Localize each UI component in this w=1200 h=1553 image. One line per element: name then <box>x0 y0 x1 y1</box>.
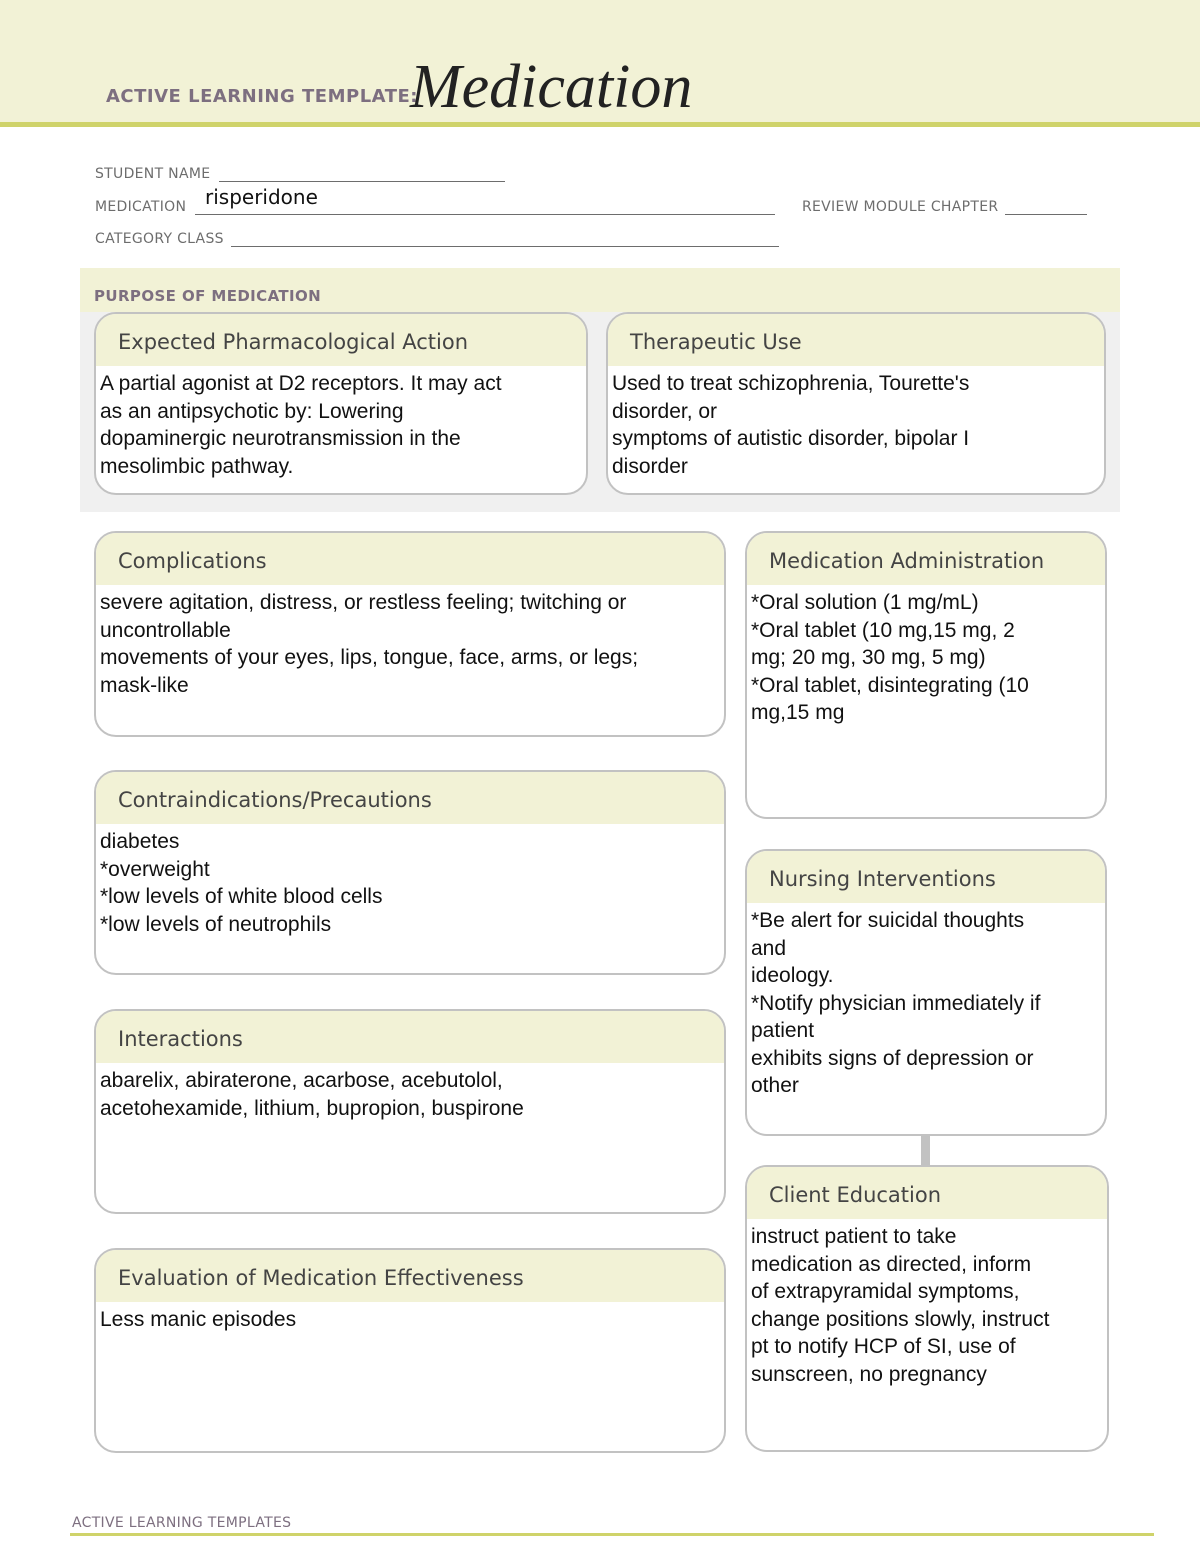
page-title: Medication <box>410 53 693 121</box>
nursing-interventions-title: Nursing Interventions <box>747 851 1105 903</box>
expected-action-title: Expected Pharmacological Action <box>96 314 586 366</box>
therapeutic-use-box <box>606 312 1106 495</box>
complications-title: Complications <box>96 533 724 585</box>
footer-label: ACTIVE LEARNING TEMPLATES <box>72 1515 292 1531</box>
purpose-label: PURPOSE OF MEDICATION <box>94 287 322 305</box>
therapeutic-use-text[interactable]: Used to treat schizophrenia, Tourette's disorder, or symptoms of autistic disorder, bipolar I disorder <box>612 372 970 478</box>
administration-text[interactable]: *Oral solution (1 mg/mL) *Oral tablet (10 mg,15 mg, 2 mg; 20 mg, 30 mg, 5 mg) *Oral tablet, disintegrating (10 mg,15 mg <box>751 591 1029 724</box>
interactions-text[interactable]: abarelix, abiraterone, acarbose, acebutolol, acetohexamide, lithium, bupropion, buspirone <box>100 1069 524 1120</box>
expected-action-text[interactable]: A partial agonist at D2 receptors. It may act as an antipsychotic by: Lowering dopaminergic neurotransmission in the mesolimbic pathway. <box>100 372 502 478</box>
nursing-interventions-text[interactable]: *Be alert for suicidal thoughts and ideology. *Notify physician immediately if patient exhibits signs of depression or other <box>751 909 1041 1097</box>
medication-value: risperidone <box>205 185 318 209</box>
administration-title: Medication Administration <box>747 533 1105 585</box>
medication-label: MEDICATION <box>95 199 187 215</box>
connector-bar <box>921 1134 930 1166</box>
template-label: ACTIVE LEARNING TEMPLATE: <box>106 86 418 107</box>
review-module-line[interactable] <box>1005 200 1087 215</box>
client-education-text[interactable]: instruct patient to take medication as directed, inform of extrapyramidal symptoms, change positions slowly, instruct pt to notify HCP of SI, use of sunscreen, no pregnancy <box>751 1225 1050 1386</box>
student-name-line[interactable] <box>219 167 505 182</box>
student-name-field <box>95 166 505 182</box>
client-education-box <box>745 1165 1109 1452</box>
therapeutic-use-title: Therapeutic Use <box>608 314 1104 366</box>
interactions-title: Interactions <box>96 1011 724 1063</box>
interactions-box <box>94 1009 726 1214</box>
student-name-label: STUDENT NAME <box>95 166 211 182</box>
review-module-label: REVIEW MODULE CHAPTER <box>802 199 999 215</box>
footer-rule <box>70 1533 1154 1536</box>
contraindications-box <box>94 770 726 975</box>
complications-text[interactable]: severe agitation, distress, or restless feeling; twitching or uncontrollable movements of your eyes, lips, tongue, face, arms, or legs; mask-like <box>100 591 639 697</box>
contraindications-text[interactable]: diabetes *overweight *low levels of white blood cells *low levels of neutrophils <box>100 830 383 936</box>
medication-field <box>95 199 775 215</box>
category-class-line[interactable] <box>231 232 779 247</box>
evaluation-box <box>94 1248 726 1453</box>
expected-action-box <box>94 312 588 495</box>
contraindications-title: Contraindications/Precautions <box>96 772 724 824</box>
evaluation-title: Evaluation of Medication Effectiveness <box>96 1250 724 1302</box>
category-class-label: CATEGORY CLASS <box>95 231 224 247</box>
complications-box <box>94 531 726 737</box>
category-class-field <box>95 231 779 247</box>
administration-box <box>745 531 1107 819</box>
review-module-field <box>802 199 1087 215</box>
nursing-interventions-box <box>745 849 1107 1136</box>
client-education-title: Client Education <box>747 1167 1107 1219</box>
evaluation-text[interactable]: Less manic episodes <box>100 1308 297 1331</box>
